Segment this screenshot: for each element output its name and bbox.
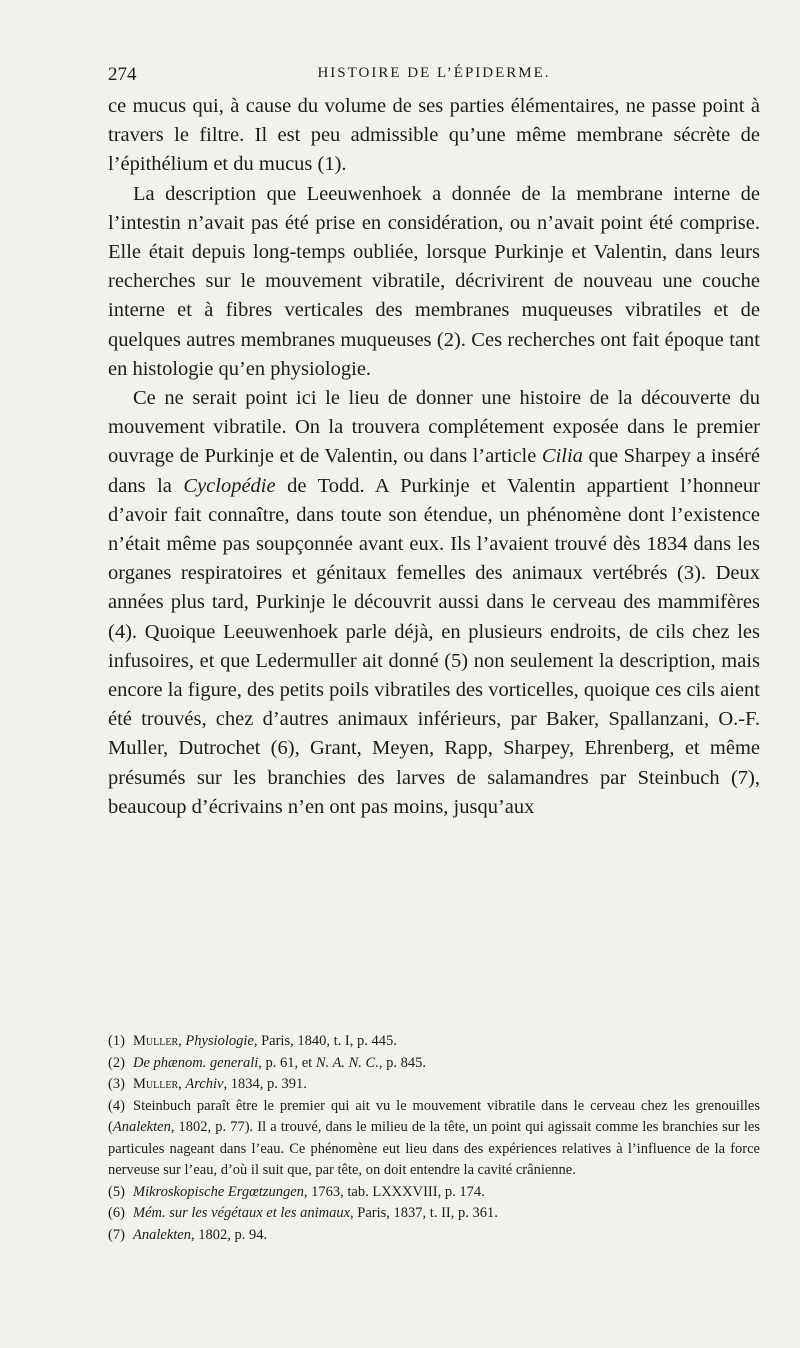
footnote-italic: Analekten (133, 1226, 191, 1243)
footnotes (108, 1031, 760, 1246)
footnote-number: (3) (108, 1076, 125, 1092)
footnote-text: Steinbuch paraît être le premier qui ait vu le mouvement vibratile dans le cerveau chez les grenouilles ( (108, 1097, 760, 1135)
footnote-number: (7) (108, 1226, 125, 1243)
footnote-text: , (178, 1033, 186, 1049)
text-run: Ce ne serait point ici le lieu de donner une histoire de la découverte du mouvement vibratile. On la trouvera complétement exposée dans le premier ouvrage de Purkinje et de Valentin, ou dans l’article (108, 387, 760, 468)
footnote-italic: Mikroskopische Ergœtzungen (133, 1183, 304, 1200)
footnote-number: (1) (108, 1033, 125, 1049)
footnote-number: (5) (108, 1183, 125, 1200)
running-title: HISTOIRE DE L’ÉPIDERME. (317, 65, 551, 81)
footnote-italic: Physiologie (185, 1033, 254, 1049)
footnote (108, 1182, 760, 1204)
footnote (108, 1031, 760, 1053)
footnote (108, 1096, 760, 1182)
footnote (108, 1225, 760, 1247)
footnote-text: , 1802, p. 77). Il a trouvé, dans le milieu de la tête, un point qui agissait comme les branchies sur les particules nageant dans l’eau. Ce phénomène eut lieu dans des expériences relatives à l’influence de la force nerveuse sur l’eau, d’où il suit que, par tête, on doit entendre la cavité crânienne. (108, 1119, 760, 1178)
footnote-text: , p. 845. (378, 1054, 426, 1071)
footnote-italic: Archiv (185, 1076, 224, 1092)
footnote (108, 1203, 760, 1225)
page-number: 274 (108, 64, 137, 85)
footnote-text: , 1834, p. 391. (223, 1076, 307, 1092)
main-text (108, 92, 760, 822)
page-header (108, 62, 760, 90)
footnote (108, 1074, 760, 1096)
footnote-text: , 1763, tab. LXXXVIII, p. 174. (303, 1183, 485, 1200)
footnote-italic: Mém. sur les végétaux et les animaux (133, 1205, 351, 1221)
footnote-author: Muller (133, 1033, 179, 1049)
text-run: de Todd. A Purkinje et Valentin appartient l’honneur d’avoir fait connaître, dans toute son étendue, un phénomène dont l’existence n’était même pas soupçonnée avant eux. Ils l’avaient trouvé dès 1834 dans les organes respiratoires et génitaux femelles des animaux vertébrés (3). Deux années plus tard, Purkinje le découvrit aussi dans le cerveau des mammifères (4). Quoique Leeuwenhoek parle déjà, en plusieurs endroits, de cils chez les infusoires, et que Ledermuller ait donné (5) non seulement la description, mais encore la figure, des petits poils vibratiles des vorticelles, quoique ces cils aient été trouvés, chez d’autres animaux inférieurs, par Baker, Spallanzani, O.-F. Muller, Dutrochet (6), Grant, Meyen, Rapp, Sharpey, Ehrenberg, et même présumés sur les branchies des larves de salamandres par Steinbuch (7), beaucoup d’écrivains n’en ont pas moins, jusqu’aux (108, 474, 760, 818)
footnote-italic: De phænom. generali (133, 1054, 259, 1071)
footnote-number: (2) (108, 1054, 125, 1071)
footnote-number: (6) (108, 1205, 125, 1221)
footnote-number: (4) (108, 1097, 125, 1114)
paragraph-leeuwenhoek: La description que Leeuwenhoek a donnée de la membrane interne de l’intestin n’avait pas été prise en considération, ou n’avait point été comprise. Elle était depuis long-temps oubliée, lorsque Purkinje et Valentin, dans leurs recherches sur le mouvement vibratile, décrivirent de nouveau une couche interne et à fibres verticales des membranes muqueuses vibratiles et de quelques autres membranes muqueuses (2). Ces recherches ont fait époque tant en histologie qu’en physiologie. (108, 182, 760, 380)
paragraph-continuation: ce mucus qui, à cause du volume de ses parties élémentaires, ne passe point à travers le filtre. Il est peu admissible qu’une même membrane sécrète de l’épithélium et du mucus (1). (108, 95, 760, 176)
footnote-text: , Paris, 1840, t. I, p. 445. (253, 1033, 397, 1049)
italic-title-cyclopedie: Cyclopédie (183, 474, 276, 497)
footnote-italic: N. A. N. C. (315, 1054, 379, 1071)
paragraph-history (108, 384, 760, 822)
footnote (108, 1053, 760, 1075)
italic-title-cilia: Cilia (541, 445, 583, 468)
footnote-italic: Analekten (112, 1119, 171, 1135)
footnote-text: , Paris, 1837, t. II, p. 361. (350, 1205, 498, 1221)
text-run: que Sharpey a inséré dans la (108, 445, 760, 497)
footnote-author: Muller (133, 1076, 179, 1092)
footnote-text: , (178, 1076, 186, 1092)
footnote-text: , p. 61, et (258, 1054, 316, 1071)
footnote-text: , 1802, p. 94. (190, 1226, 268, 1243)
